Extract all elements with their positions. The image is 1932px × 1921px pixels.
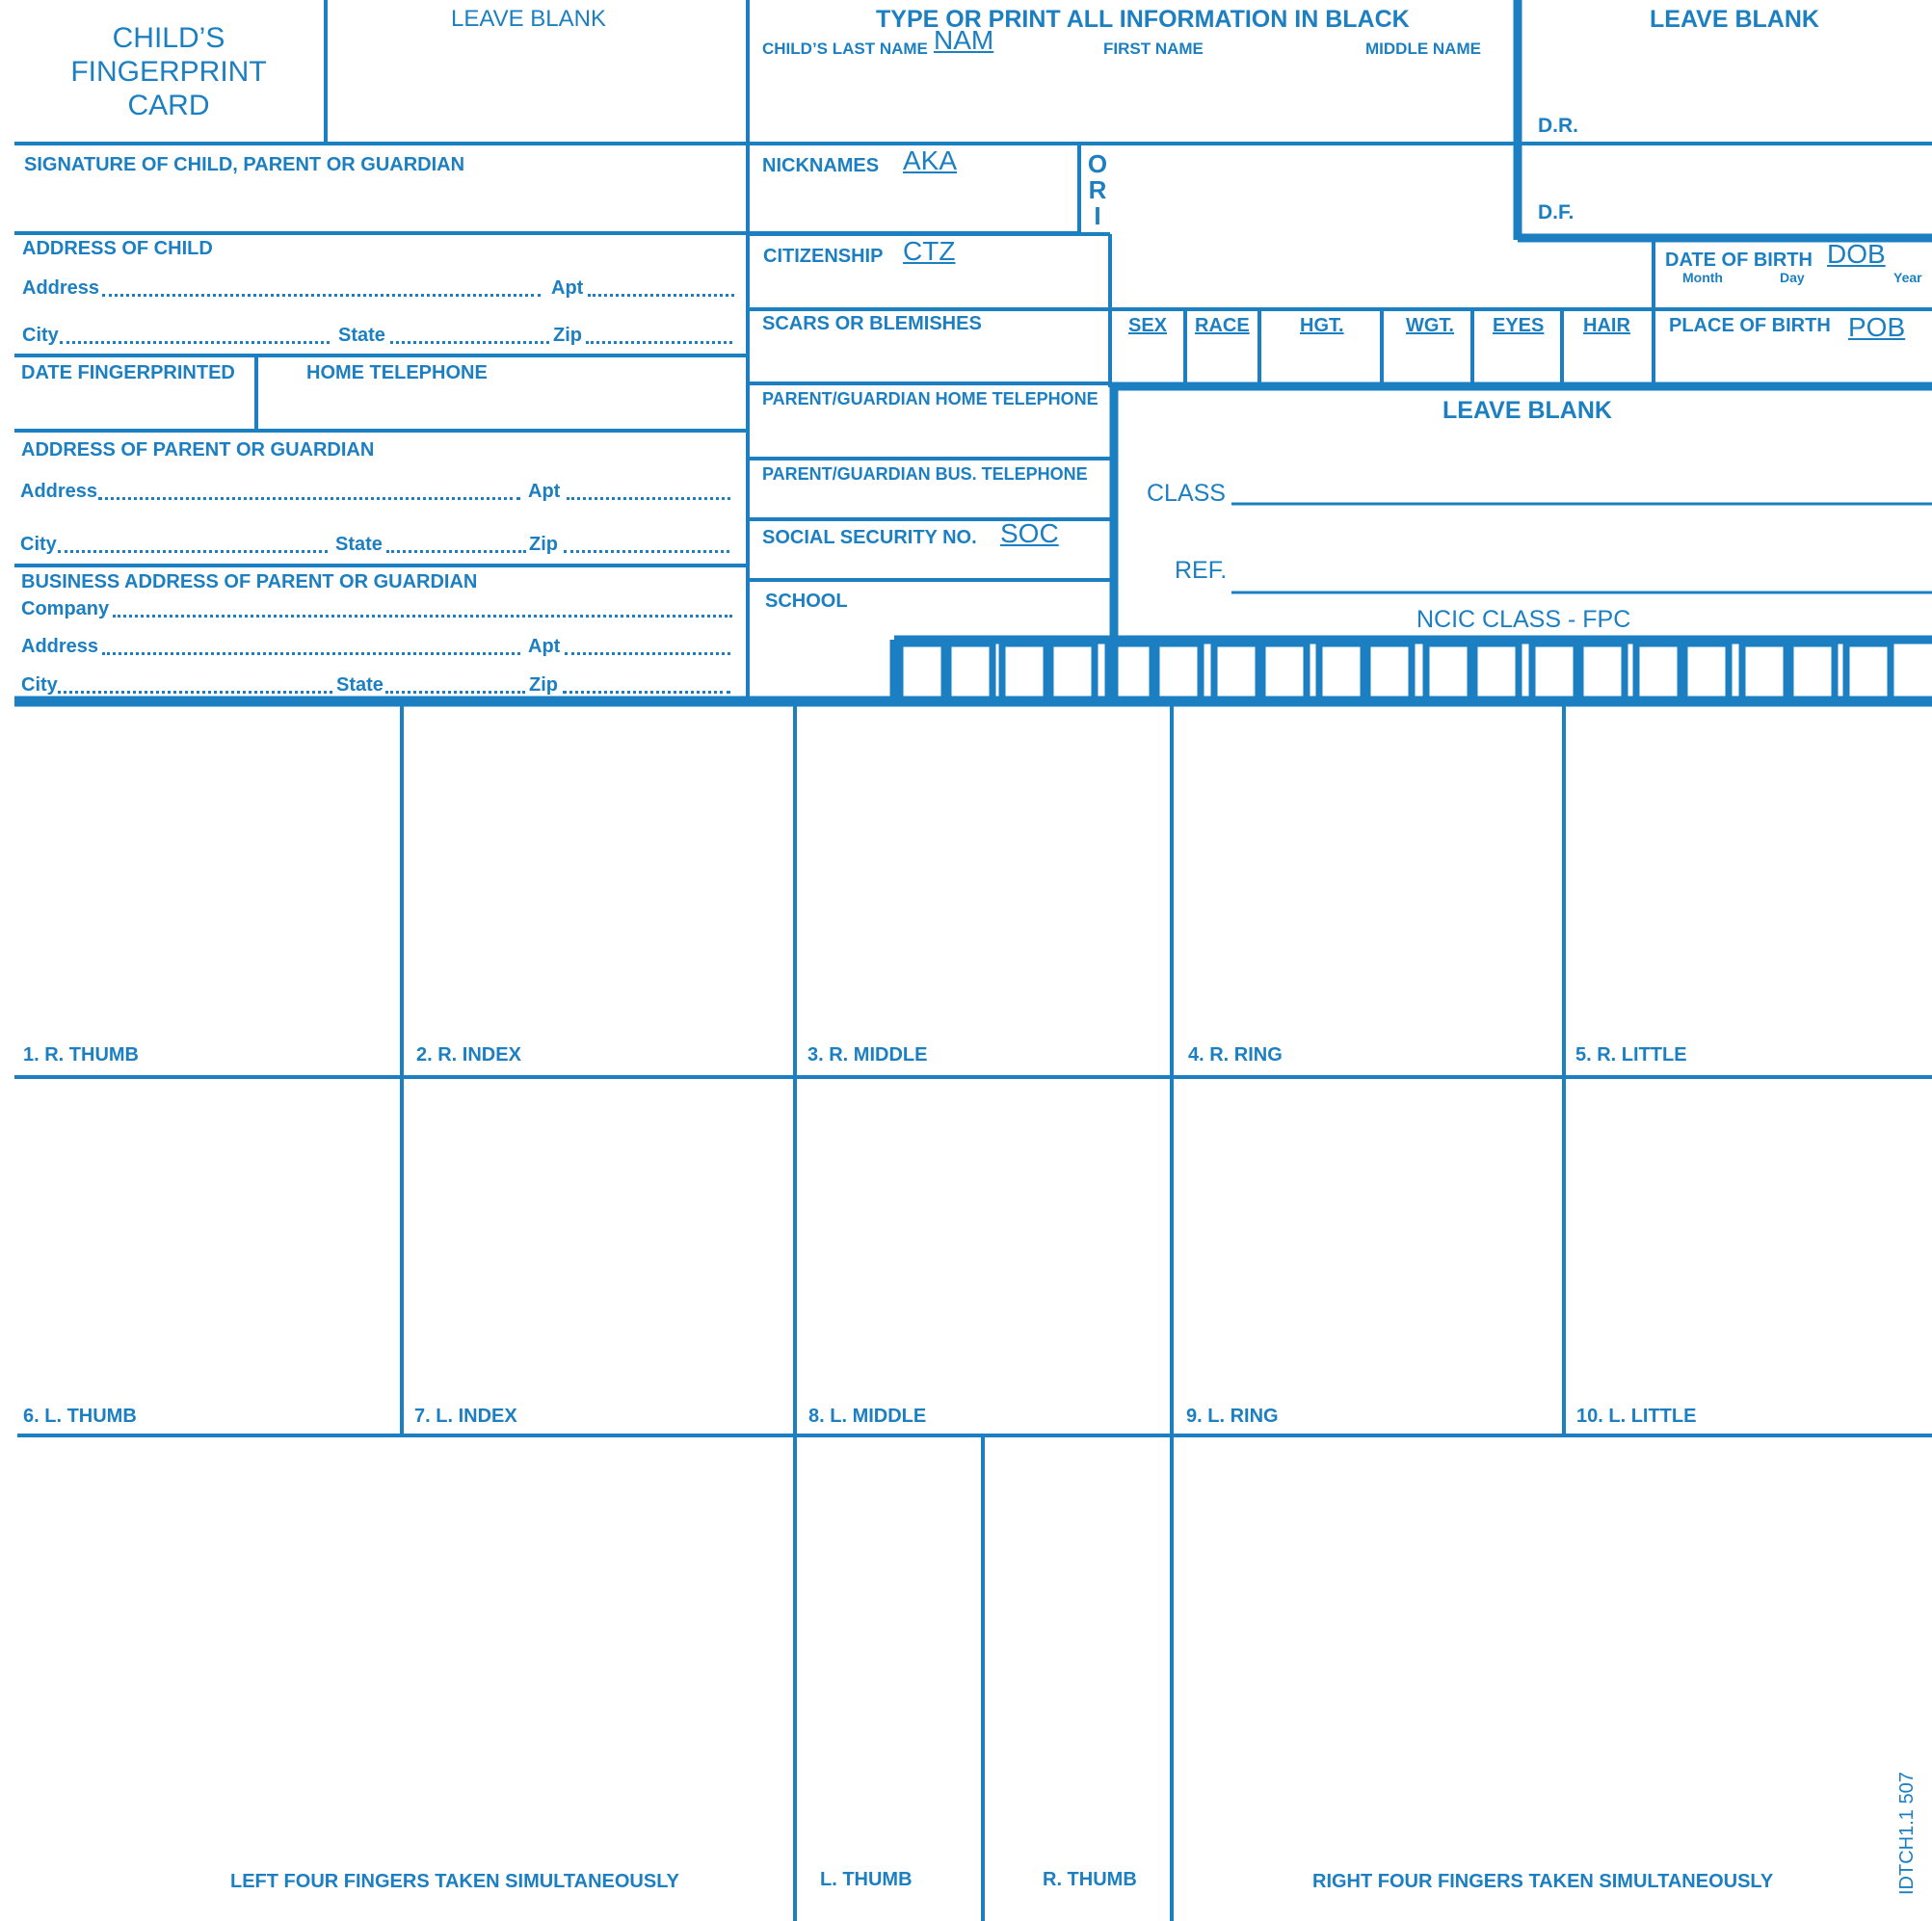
title-line: CARD (127, 90, 210, 121)
ori-label (1083, 151, 1112, 229)
hgt-label: HGT. (1300, 315, 1344, 336)
child-zip-label: Zip (553, 325, 582, 346)
school-label: SCHOOL (765, 591, 848, 612)
middle-name-label: MIDDLE NAME (1365, 39, 1481, 58)
race-label: RACE (1195, 315, 1250, 336)
ref-label: REF. (1175, 557, 1228, 584)
form-id: IDTCH1.1 507 (1896, 1772, 1918, 1895)
wgt-label: WGT. (1406, 315, 1454, 336)
leave-blank-lower: LEAVE BLANK (1442, 397, 1612, 424)
fpc-box[interactable] (1214, 644, 1258, 699)
fpc-box[interactable] (1002, 644, 1046, 699)
parent-apt-label: Apt (528, 481, 561, 502)
dob-value[interactable]: DOB (1827, 239, 1886, 269)
finger-label-l-ring: 9. L. RING (1186, 1406, 1279, 1427)
scars-label: SCARS OR BLEMISHES (762, 313, 982, 334)
business-state-label: State (336, 674, 384, 696)
child-apt-line[interactable] (588, 294, 734, 297)
dob-day-label: Day (1780, 270, 1805, 285)
business-city-line[interactable] (58, 691, 332, 694)
pob-label: PLACE OF BIRTH (1669, 315, 1831, 336)
child-zip-line[interactable] (586, 341, 732, 344)
business-address-line-label: Address (21, 636, 99, 657)
parent-home-telephone-label: PARENT/GUARDIAN HOME TELEPHONE (762, 389, 1098, 408)
business-zip-line[interactable] (563, 691, 730, 694)
fpc-box[interactable] (1846, 644, 1891, 699)
finger-label-l-index: 7. L. INDEX (414, 1406, 517, 1427)
fpc-box[interactable] (1050, 644, 1095, 699)
business-address-label: BUSINESS ADDRESS OF PARENT OR GUARDIAN (21, 571, 478, 592)
child-city-line[interactable] (60, 341, 330, 344)
child-apt-label: Apt (551, 277, 584, 299)
ori-letter: O (1087, 149, 1108, 178)
business-address-line[interactable] (102, 652, 520, 655)
leave-blank-top-left: LEAVE BLANK (451, 6, 606, 32)
finger-label-r-index: 2. R. INDEX (416, 1044, 521, 1066)
finger-label-r-middle: 3. R. MIDDLE (807, 1044, 928, 1066)
fpc-box[interactable] (1426, 644, 1470, 699)
pob-value[interactable]: POB (1848, 312, 1906, 342)
fpc-box[interactable] (900, 644, 944, 699)
parent-zip-label: Zip (529, 534, 558, 555)
finger-label-l-little: 10. L. LITTLE (1576, 1406, 1697, 1427)
parent-address-line[interactable] (98, 497, 520, 500)
r-thumb-plain-label: R. THUMB (1043, 1869, 1137, 1890)
fpc-box[interactable] (1474, 644, 1519, 699)
finger-label-r-little: 5. R. LITTLE (1575, 1044, 1687, 1066)
business-apt-line[interactable] (565, 652, 730, 655)
finger-label-r-ring: 4. R. RING (1188, 1044, 1283, 1066)
dob-month-label: Month (1682, 270, 1723, 285)
company-label: Company (21, 598, 110, 619)
ssn-label: SOCIAL SECURITY NO. (762, 527, 977, 548)
leave-blank-top-right: LEAVE BLANK (1650, 6, 1819, 33)
business-city-label: City (21, 674, 58, 696)
company-line[interactable] (113, 615, 732, 618)
fpc-box[interactable] (1790, 644, 1835, 699)
sex-label: SEX (1128, 315, 1168, 336)
parent-address-label: Address (20, 481, 98, 502)
title-line: CHILD’S (112, 22, 225, 54)
fpc-box[interactable] (948, 644, 992, 699)
ssn-value[interactable]: SOC (1000, 518, 1059, 548)
parent-city-line[interactable] (58, 550, 328, 553)
parent-state-line[interactable] (386, 550, 526, 553)
class-label: CLASS (1147, 480, 1226, 507)
fpc-box[interactable] (1262, 644, 1307, 699)
child-state-line[interactable] (390, 341, 549, 344)
nicknames-label: NICKNAMES (762, 155, 880, 176)
child-state-label: State (338, 325, 385, 346)
dr-label: D.R. (1538, 115, 1578, 137)
business-state-line[interactable] (385, 691, 525, 694)
parent-state-label: State (335, 534, 383, 555)
date-fingerprinted-label: DATE FINGERPRINTED (21, 362, 235, 383)
ori-letter: R (1088, 175, 1107, 204)
eyes-label: EYES (1493, 315, 1545, 336)
dob-label: DATE OF BIRTH (1665, 250, 1813, 271)
business-zip-label: Zip (529, 674, 558, 696)
title-line: FINGERPRINT (70, 56, 267, 88)
card-title (39, 21, 299, 122)
fpc-box[interactable] (1684, 644, 1729, 699)
parent-zip-line[interactable] (564, 550, 729, 553)
fpc-box[interactable] (1742, 644, 1786, 699)
citizenship-value[interactable]: CTZ (903, 236, 956, 266)
first-name-label: FIRST NAME (1103, 39, 1204, 58)
ori-letter: I (1094, 201, 1101, 230)
finger-label-l-middle: 8. L. MIDDLE (808, 1406, 927, 1427)
home-telephone-label: HOME TELEPHONE (306, 362, 488, 383)
fpc-box[interactable] (1580, 644, 1625, 699)
nicknames-value[interactable]: AKA (903, 145, 958, 175)
ncic-class-label: NCIC CLASS - FPC (1416, 606, 1631, 633)
fpc-box[interactable] (1636, 644, 1681, 699)
parent-apt-line[interactable] (567, 497, 730, 500)
right-four-fingers-label: RIGHT FOUR FINGERS TAKEN SIMULTANEOUSLY (1312, 1871, 1774, 1892)
hair-label: HAIR (1583, 315, 1630, 336)
last-name-value[interactable]: NAM (934, 25, 994, 55)
child-address-label: Address (22, 277, 100, 299)
parent-bus-telephone-label: PARENT/GUARDIAN BUS. TELEPHONE (762, 464, 1088, 484)
fpc-box[interactable] (1156, 644, 1201, 699)
child-city-label: City (22, 325, 59, 346)
address-parent-label: ADDRESS OF PARENT OR GUARDIAN (21, 439, 375, 461)
address-of-child-label: ADDRESS OF CHILD (22, 238, 213, 259)
l-thumb-plain-label: L. THUMB (820, 1869, 913, 1890)
dob-year-label: Year (1893, 270, 1922, 285)
fpc-box[interactable] (1319, 644, 1363, 699)
last-name-label: CHILD’S LAST NAME (762, 39, 928, 58)
finger-label-l-thumb: 6. L. THUMB (23, 1406, 137, 1427)
finger-label-r-thumb: 1. R. THUMB (23, 1044, 139, 1066)
signature-label: SIGNATURE OF CHILD, PARENT OR GUARDIAN (24, 154, 465, 175)
left-four-fingers-label: LEFT FOUR FINGERS TAKEN SIMULTANEOUSLY (230, 1871, 679, 1892)
child-address-line[interactable] (102, 294, 541, 297)
fpc-box[interactable] (1367, 644, 1412, 699)
business-apt-label: Apt (528, 636, 561, 657)
df-label: D.F. (1538, 201, 1575, 224)
citizenship-label: CITIZENSHIP (763, 246, 884, 267)
fpc-box[interactable] (1532, 644, 1576, 699)
parent-city-label: City (20, 534, 57, 555)
instruction-text: TYPE OR PRINT ALL INFORMATION IN BLACK (876, 6, 1410, 33)
